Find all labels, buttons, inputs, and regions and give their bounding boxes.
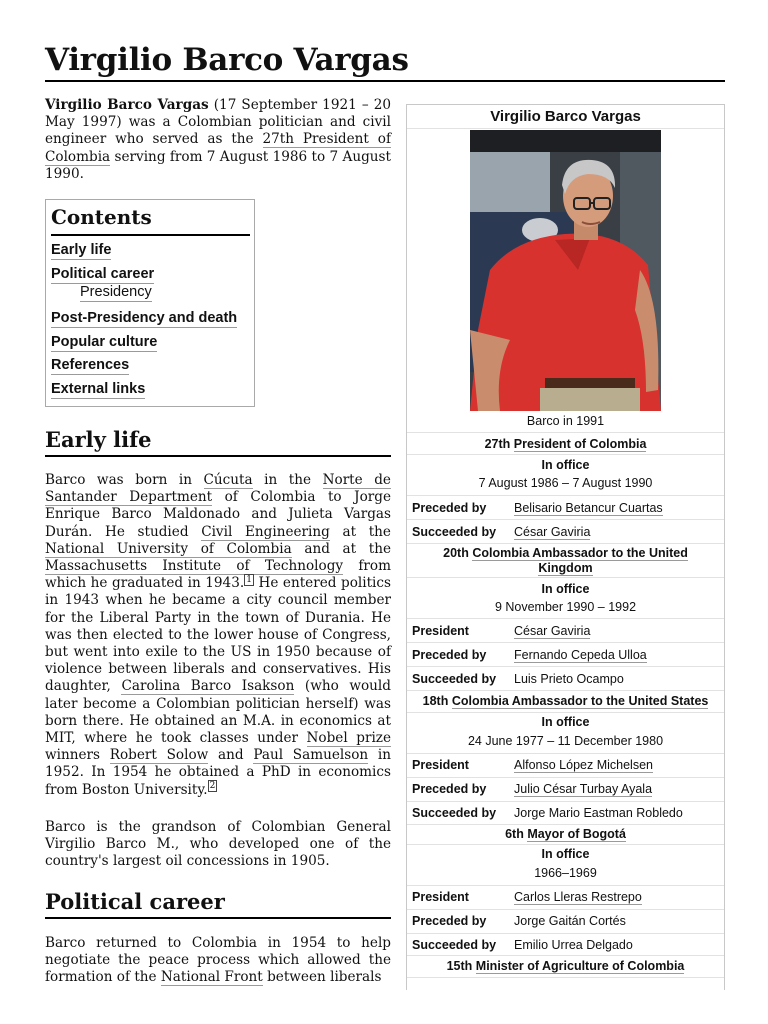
text-run: Barco was born in [45, 472, 204, 488]
ambassador-us-link[interactable]: Colombia Ambassador to the United States [451, 694, 709, 708]
office-term: 24 June 1977 – 11 December 1980 [407, 732, 724, 754]
infobox-row [407, 886, 724, 910]
toc-item-external-links[interactable]: External links [51, 381, 146, 397]
infobox-row [407, 619, 724, 643]
intro-text-b: serving from 7 August 1986 to 7 August 1990. [45, 148, 391, 182]
row-value: Emilio Urrea Delgado [514, 938, 633, 952]
row-label: Succeeded by [412, 672, 497, 686]
row-value: Luis Prieto Ocampo [514, 672, 624, 686]
row-label: Succeeded by [412, 525, 497, 539]
text-run: Barco returned to Colombia in 1954 to help negotiate the peace process which allowed the formation of the [45, 935, 391, 986]
row-label: Succeeded by [412, 806, 497, 820]
table-of-contents [45, 199, 255, 407]
row-value-link[interactable]: César Gaviria [514, 525, 591, 539]
intro-paragraph [45, 97, 391, 183]
office-title-president [407, 433, 724, 455]
row-value-link[interactable]: César Gaviria [514, 624, 591, 638]
office-title-ambassador-uk [407, 544, 724, 578]
text-run: in the [252, 472, 323, 488]
mit-link[interactable]: Massachusetts Institute of Technology [45, 558, 344, 575]
political-career-paragraph-1 [45, 935, 391, 987]
row-value-link[interactable]: Julio César Turbay Ayala [514, 782, 653, 796]
president-of-colombia-link[interactable]: 27th President of Colombia [45, 131, 391, 165]
infobox [406, 104, 725, 990]
text-run: He entered politics in 1943 when he became a city council member for the Liberal Party in the town of Durania. He was then elected to the lower house of Congress, but went into exile to the US in 1950 because of violence between liberals and conservatives. His daughter, [45, 575, 391, 695]
text-run: from which he graduated in 1943. [45, 558, 391, 592]
early-life-heading: Early life [45, 427, 152, 452]
in-office-label: In office [541, 582, 590, 596]
cucuta-link[interactable]: Cúcuta [203, 472, 253, 488]
portrait-photo[interactable] [470, 130, 661, 411]
row-value: Jorge Mario Eastman Robledo [514, 806, 683, 820]
infobox-name: Virgilio Barco Vargas [490, 108, 641, 125]
intro-text-a: (17 September 1921 – 20 May 1997) was a Colombian politician and civil engineer who served as the [45, 97, 391, 148]
row-label: Preceded by [412, 501, 487, 515]
reference-2[interactable]: 2 [209, 781, 216, 792]
office-title-mayor [407, 825, 724, 845]
early-life-divider [45, 455, 391, 457]
political-career-divider [45, 917, 391, 919]
toc-item-references[interactable]: References [51, 357, 130, 373]
title-divider [45, 80, 725, 82]
text-run: at the [329, 523, 391, 540]
paul-samuelson-link[interactable]: Paul Samuelson [253, 747, 369, 764]
row-label: President [412, 624, 469, 638]
photo-caption: Barco in 1991 [407, 411, 724, 433]
row-label: Succeeded by [412, 938, 497, 952]
infobox-row [407, 496, 724, 520]
office-title-minister-agriculture [407, 956, 724, 978]
robert-solow-link[interactable]: Robert Solow [109, 747, 209, 764]
infobox-row [407, 934, 724, 956]
toc-item-presidency[interactable]: Presidency [80, 284, 152, 300]
row-value-link[interactable]: Alfonso López Michelsen [514, 758, 653, 772]
office-title-ambassador-us [407, 691, 724, 713]
toc-title: Contents [51, 205, 152, 229]
office-ordinal: 20th [443, 546, 473, 560]
president-of-colombia-infobox-link[interactable]: President of Colombia [513, 437, 647, 451]
text-run: (who would later become a Colombian politician herself) was born there. He obtained an M.A. in economics at MIT, where he took classes under [45, 678, 391, 747]
in-office-label: In office [541, 458, 590, 472]
row-value-link[interactable]: Fernando Cepeda Ulloa [514, 648, 647, 662]
early-life-paragraph-2: Barco is the grandson of Colombian General Virgilio Barco M., who developed one of the country's largest oil concessions in 1905. [45, 819, 391, 870]
office-ordinal: 6th [505, 827, 528, 841]
infobox-title-row [407, 105, 724, 129]
in-office-label: In office [541, 715, 590, 729]
text-run: and [208, 747, 254, 764]
toc-item-post-presidency[interactable]: Post-Presidency and death [51, 310, 238, 326]
ambassador-uk-link[interactable]: Colombia Ambassador to the United Kingdom [472, 546, 688, 575]
minister-of-agriculture-link[interactable]: Minister of Agriculture of Colombia [475, 959, 685, 973]
text-run: of Colombia to Jorge Enrique Barco Maldonado and Julieta Vargas Durán. He studied [45, 489, 391, 540]
toc-item-popular-culture[interactable]: Popular culture [51, 334, 158, 350]
text-run: between liberals [262, 969, 382, 986]
text-run: in 1952. In 1954 he obtained a PhD in economics from Boston University. [45, 747, 391, 798]
carolina-barco-link[interactable]: Carolina Barco Isakson [121, 678, 295, 695]
toc-item-early-life[interactable]: Early life [51, 242, 112, 258]
row-label: Preceded by [412, 914, 487, 928]
early-life-paragraph-1 [45, 472, 391, 799]
infobox-row [407, 754, 724, 778]
political-career-heading: Political career [45, 889, 225, 914]
row-value: Jorge Gaitán Cortés [514, 914, 626, 928]
norte-de-santander-link[interactable]: Norte de Santander Department [45, 472, 391, 506]
page-title: Virgilio Barco Vargas [45, 42, 409, 78]
infobox-row [407, 643, 724, 667]
row-label: Preceded by [412, 782, 487, 796]
office-ordinal: 27th [484, 437, 514, 451]
portrait-illustration [470, 130, 661, 411]
office-term: 1966–1969 [407, 864, 724, 886]
nobel-prize-link[interactable]: Nobel prize [306, 730, 391, 747]
infobox-row [407, 520, 724, 544]
toc-divider [51, 234, 250, 236]
civil-engineering-link[interactable]: Civil Engineering [201, 523, 330, 540]
infobox-row [407, 778, 724, 802]
national-front-link[interactable]: National Front [160, 969, 263, 986]
reference-1[interactable]: 1 [246, 574, 252, 585]
office-ordinal: 18th [422, 694, 452, 708]
national-university-link[interactable]: National University of Colombia [45, 540, 292, 557]
mayor-of-bogota-link[interactable]: Mayor of Bogotá [527, 827, 626, 841]
row-label: President [412, 758, 469, 772]
row-value-link[interactable]: Carlos Lleras Restrepo [514, 890, 642, 904]
infobox-row [407, 667, 724, 691]
row-value-link[interactable]: Belisario Betancur Cuartas [514, 501, 663, 515]
toc-item-political-career[interactable]: Political career [51, 266, 155, 282]
row-label: Preceded by [412, 648, 487, 662]
office-term: 9 November 1990 – 1992 [407, 597, 724, 619]
intro-name: Virgilio Barco Vargas [45, 97, 209, 113]
office-term: 7 August 1986 – 7 August 1990 [407, 474, 724, 496]
infobox-row [407, 802, 724, 825]
row-label: President [412, 890, 469, 904]
infobox-row [407, 910, 724, 934]
text-run: winners [45, 747, 110, 764]
in-office-label: In office [541, 847, 590, 861]
office-ordinal: 15th [446, 959, 476, 973]
text-run: and at the [291, 540, 391, 557]
